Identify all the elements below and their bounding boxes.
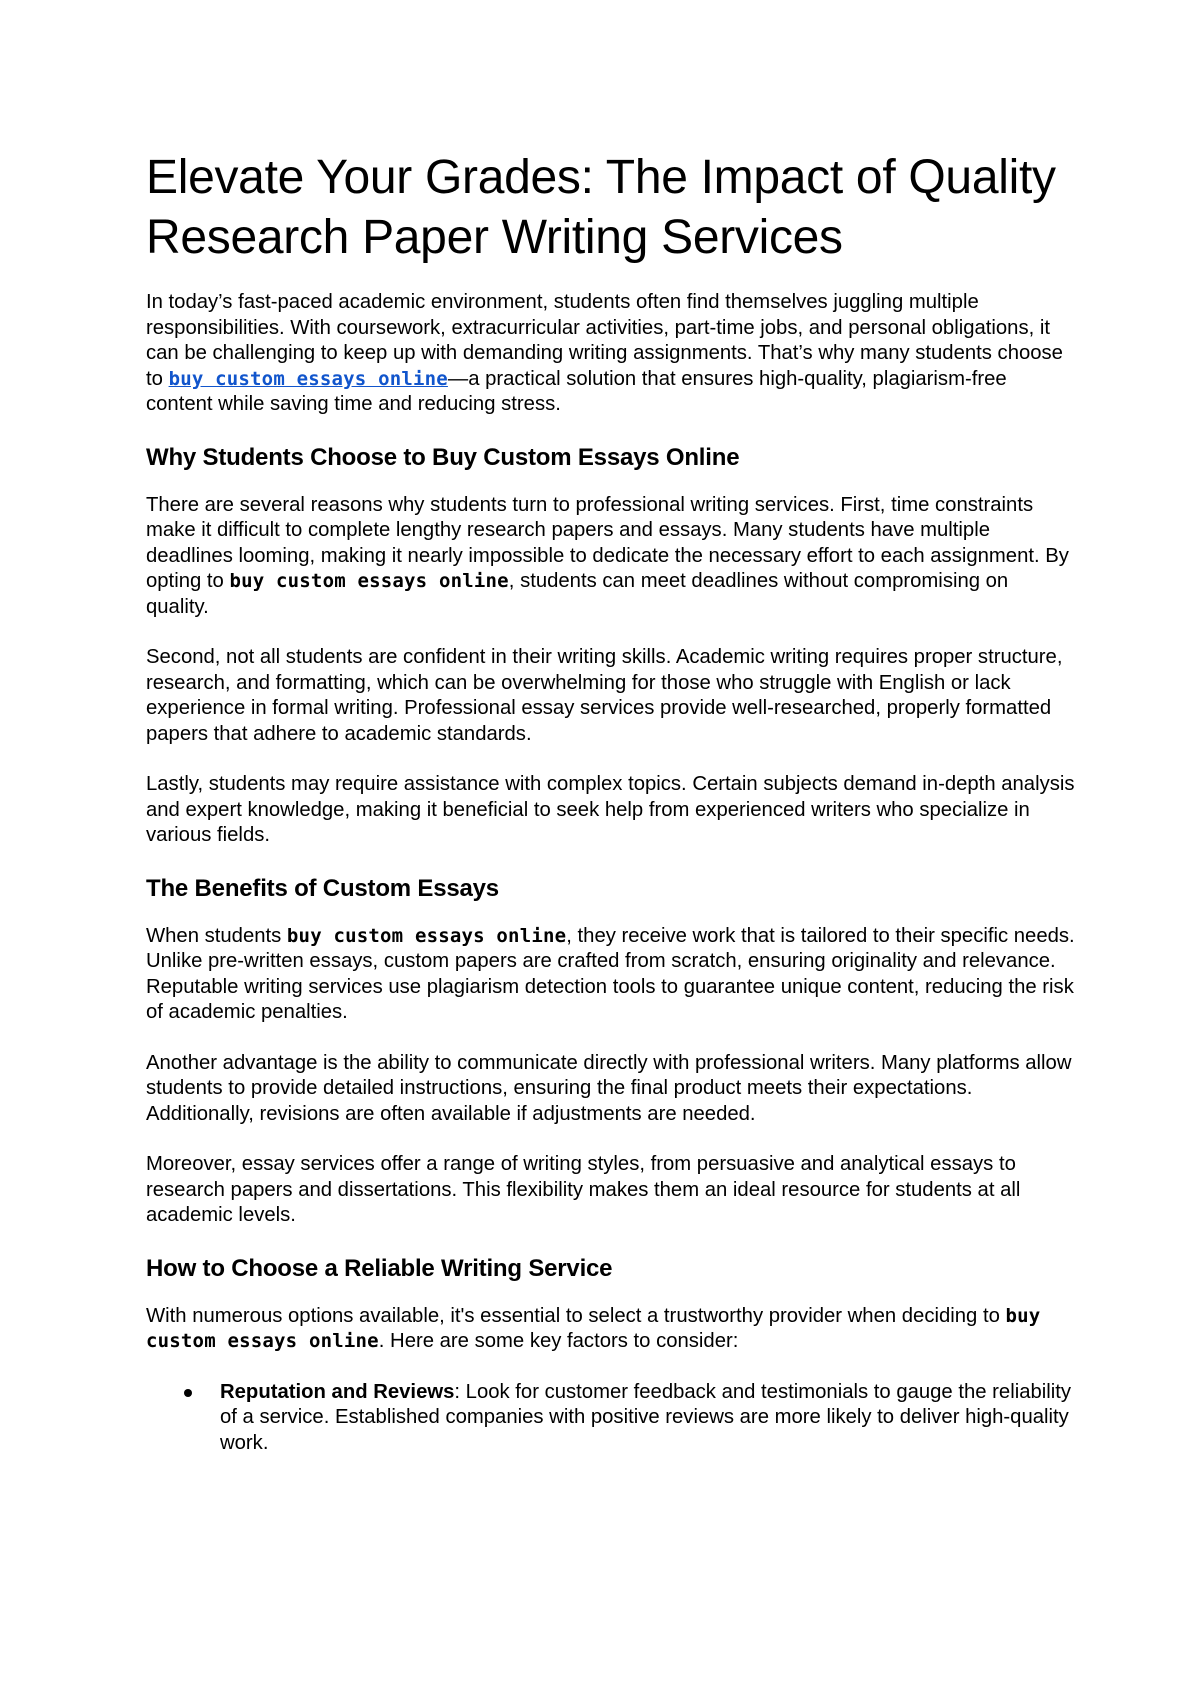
- keyword-phrase: buy custom essays online: [146, 1304, 1041, 1352]
- bullet-icon: [184, 1389, 192, 1397]
- keyword-phrase: buy custom essays online: [286, 924, 567, 947]
- factor-list: [146, 1380, 1076, 1457]
- paragraph-text: , students can meet deadlines without compromising on quality.: [146, 570, 1009, 618]
- paragraph-text: With numerous options available, it's essential to select a trustworthy provider when deciding to: [146, 1304, 1006, 1327]
- section-heading-choose-service: How to Choose a Reliable Writing Service: [146, 1254, 613, 1282]
- list-item-text: : Look for customer feedback and testimonials to gauge the reliability of a service. Established companies with positive reviews are more likely to deliver high-quality work.: [220, 1380, 1072, 1454]
- buy-custom-essays-link[interactable]: buy custom essays online: [168, 367, 448, 390]
- keyword-phrase: buy custom essays online: [229, 570, 509, 592]
- document-title: Elevate Your Grades: The Impact of Quality Research Paper Writing Services: [146, 151, 1056, 264]
- paragraph-writing-skills: Second, not all students are confident in their writing skills. Academic writing requires proper structure, research, and formatting, which can be overwhelming for those who struggle with English or lack experience in formal writing. Professional essay services provide well-researched, properly formatted papers that adhere to academic standards.: [146, 646, 1063, 745]
- intro-paragraph: [146, 290, 1076, 418]
- paragraph-text: . Here are some key factors to consider:: [378, 1330, 739, 1352]
- paragraph-key-factors: [146, 1304, 1076, 1355]
- intro-text-before: In today’s fast-paced academic environment, students often find themselves juggling multiple responsibilities. With coursework, extracurricular activities, part-time jobs, and personal obligations, it can be challenging to keep up with demanding writing assignments. That’s why many students choose to: [146, 291, 1063, 390]
- section-heading-why-students: Why Students Choose to Buy Custom Essays Online: [146, 443, 740, 471]
- paragraph-text: When students: [146, 924, 287, 947]
- list-item: [220, 1380, 1076, 1457]
- intro-text-after: —a practical solution that ensures high-quality, plagiarism-free content while saving time and reducing stress.: [146, 367, 1007, 415]
- paragraph-complex-topics: Lastly, students may require assistance with complex topics. Certain subjects demand in-depth analysis and expert knowledge, making it beneficial to seek help from experienced writers who specialize in various fields.: [146, 773, 1075, 846]
- paragraph-communication: Another advantage is the ability to communicate directly with professional writers. Many platforms allow students to provide detailed instructions, ensuring the final product meets their expectations. Additionally, revisions are often available if adjustments are needed.: [146, 1051, 1072, 1125]
- paragraph-writing-styles: Moreover, essay services offer a range of writing styles, from persuasive and analytical essays to research papers and dissertations. This flexibility makes them an ideal resource for students at all academic levels.: [146, 1153, 1021, 1226]
- list-item-label: Reputation and Reviews: [220, 1380, 455, 1403]
- paragraph-reasons: [146, 493, 1076, 621]
- paragraph-text: , they receive work that is tailored to their specific needs. Unlike pre-written essays, custom papers are crafted from scratch, ensuring originality and relevance. Reputable writing services use plagiarism detection tools to guarantee unique content, reducing the risk of academic penalties.: [146, 924, 1075, 1023]
- paragraph-tailored-work: [146, 924, 1076, 1026]
- document-page: [146, 148, 1076, 1456]
- section-heading-benefits: The Benefits of Custom Essays: [146, 874, 499, 902]
- paragraph-text: There are several reasons why students turn to professional writing services. First, time constraints make it difficult to complete lengthy research papers and essays. Many students have multiple deadlines looming, making it nearly impossible to dedicate the necessary effort to each assignment. By opting to: [146, 493, 1069, 592]
